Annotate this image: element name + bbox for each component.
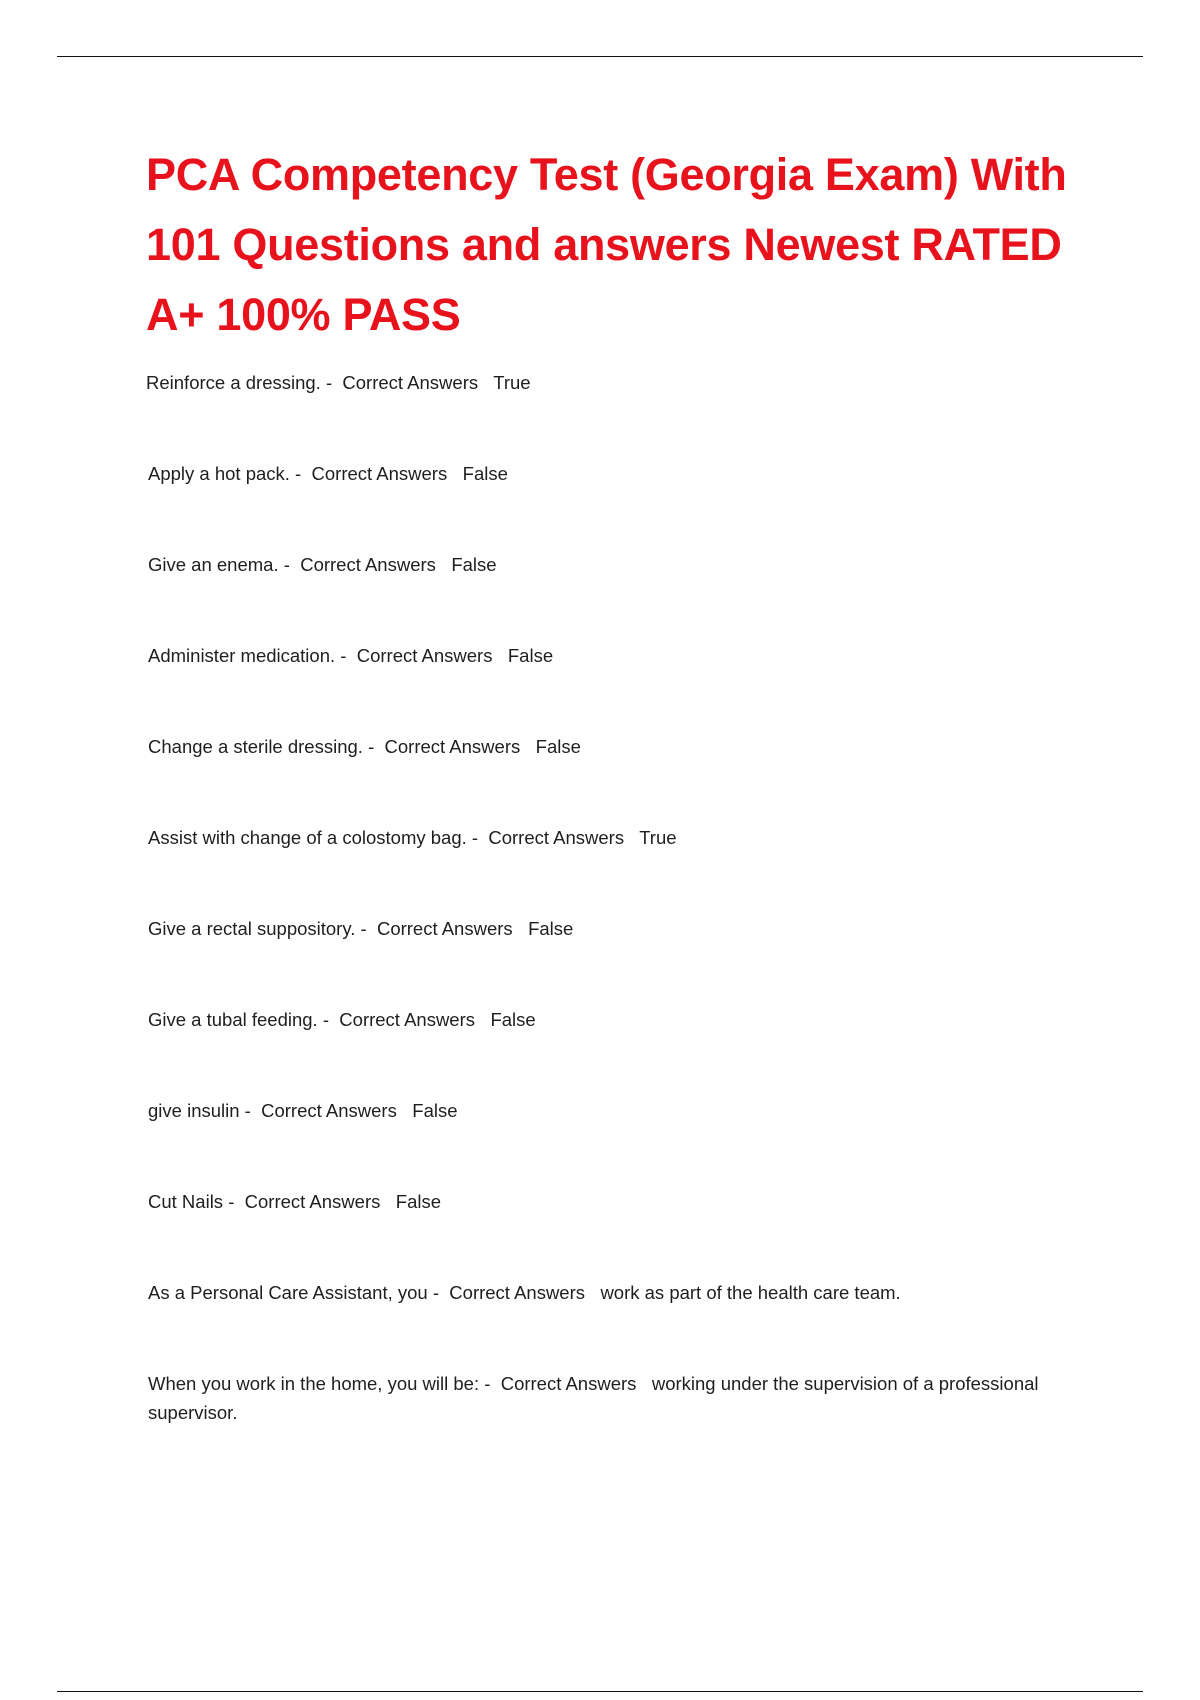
answer-text: working under the supervision of a professional supervisor. (148, 1373, 1039, 1423)
list-item: Change a sterile dressing. - Correct Answers False (148, 736, 581, 757)
question-text: As a Personal Care Assistant, you (148, 1282, 428, 1303)
answer-text: False (507, 645, 554, 666)
page-title: PCA Competency Test (Georgia Exam) With 101 Questions and answers Newest RATED A+ 100% PASS (146, 149, 1067, 340)
question-text: Give an enema. (148, 554, 279, 575)
answer-label: Correct Answers (356, 645, 493, 666)
question-text: Apply a hot pack. (148, 463, 290, 484)
answer-label: Correct Answers (311, 463, 448, 484)
list-item: Assist with change of a colostomy bag. - Correct Answers True (148, 827, 677, 848)
list-item: Cut Nails - Correct Answers False (148, 1191, 442, 1212)
answer-label: Correct Answers (244, 1191, 381, 1212)
list-item: Administer medication. - Correct Answers False (148, 645, 554, 666)
question-text: When you work in the home, you will be: (148, 1373, 480, 1394)
answer-label: Correct Answers (300, 554, 436, 575)
answer-text: True (493, 372, 531, 393)
answer-text: False (462, 463, 508, 484)
list-item: When you work in the home, you will be: - Correct Answers working under the supervision of a professional supervisor. (148, 1373, 1039, 1423)
answer-label: Correct Answers (488, 827, 625, 848)
answer-text: False (412, 1100, 458, 1121)
answer-label: Correct Answers (342, 372, 479, 393)
answer-text: False (451, 554, 497, 575)
answer-label: Correct Answers (449, 1282, 586, 1303)
list-item: Apply a hot pack. - Correct Answers False (148, 463, 508, 484)
answer-text: False (528, 918, 574, 939)
header-rule (57, 56, 1143, 57)
question-text: Change a sterile dressing. (148, 736, 363, 757)
list-item: Give an enema. - Correct Answers False (148, 554, 497, 575)
question-text: Assist with change of a colostomy bag. (148, 827, 467, 848)
answer-text: False (395, 1191, 442, 1212)
question-text: Cut Nails (148, 1191, 224, 1212)
question-text: Administer medication. (148, 645, 336, 666)
question-text: Give a tubal feeding. (148, 1009, 318, 1030)
answer-label: Correct Answers (384, 736, 521, 757)
answer-text: False (535, 736, 581, 757)
question-text: Give a rectal suppository. (148, 918, 356, 939)
question-text: Reinforce a dressing. (146, 372, 321, 393)
list-item: As a Personal Care Assistant, you - Correct Answers work as part of the health care team. (148, 1282, 901, 1303)
answer-label: Correct Answers (500, 1373, 637, 1394)
list-item: Reinforce a dressing. - Correct Answers True (146, 372, 531, 393)
answer-text: True (639, 827, 677, 848)
answer-label: Correct Answers (261, 1100, 397, 1121)
answer-text: work as part of the health care team. (600, 1282, 901, 1303)
answer-text: False (490, 1009, 536, 1030)
list-item: give insulin - Correct Answers False (148, 1100, 458, 1121)
list-item: Give a tubal feeding. - Correct Answers False (148, 1009, 536, 1030)
answer-label: Correct Answers (376, 918, 513, 939)
footer-rule (57, 1691, 1143, 1692)
qa-list (148, 368, 1068, 1460)
question-text: give insulin (148, 1100, 240, 1121)
list-item: Give a rectal suppository. - Correct Answers False (148, 918, 574, 939)
answer-label: Correct Answers (339, 1009, 476, 1030)
